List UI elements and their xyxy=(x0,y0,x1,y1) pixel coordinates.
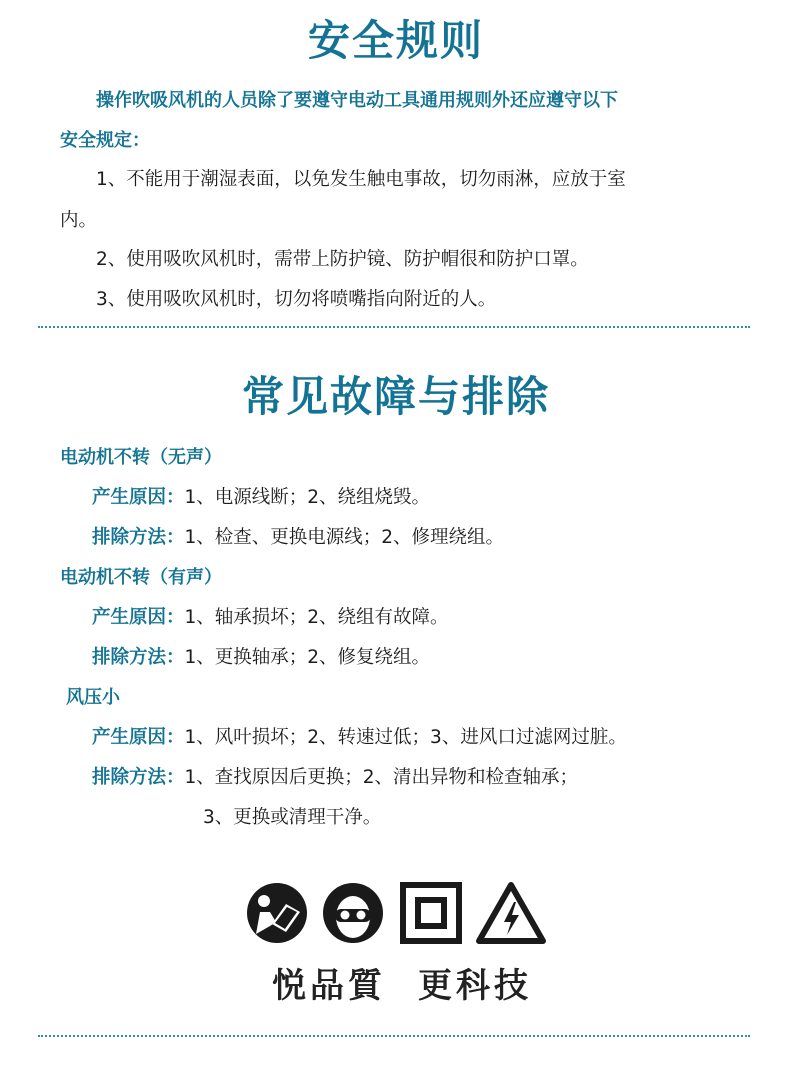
safety-intro-line-2: 安全规定： xyxy=(60,130,150,151)
safety-icons-row xyxy=(246,882,546,946)
slogan-left: 悦品質 xyxy=(272,966,386,1006)
remedy-text: 1、检查、更换电源线；2、修理绕组。 xyxy=(184,527,505,548)
remedy-label: 排除方法： xyxy=(92,527,185,548)
safety-rule-2: 2、使用吸吹风机时，需带上防护镜、防护帽很和防护口罩。 xyxy=(96,249,589,270)
slogan-right: 更科技 xyxy=(418,966,532,1006)
fault-remedy-line xyxy=(92,523,504,549)
fault-remedy-line xyxy=(92,643,430,669)
cause-text: 1、轴承损坏；2、绕组有故障。 xyxy=(184,607,449,628)
fault-remedy-continuation: 3、更换或清理干净。 xyxy=(203,807,382,828)
wear-goggles-icon xyxy=(322,882,384,944)
fault-remedy-line xyxy=(92,763,578,789)
footer-divider xyxy=(38,1035,750,1037)
cause-label: 产生原因： xyxy=(92,487,185,508)
remedy-text: 1、查找原因后更换；2、清出异物和检查轴承； xyxy=(184,767,579,788)
cause-label: 产生原因： xyxy=(92,607,185,628)
fault-cause-line xyxy=(92,603,449,629)
safety-rule-1-cont: 内。 xyxy=(60,210,98,231)
cause-label: 产生原因： xyxy=(92,727,185,748)
double-insulation-icon xyxy=(400,882,462,944)
electric-hazard-icon xyxy=(476,882,546,944)
fault-heading: 风压小 xyxy=(66,687,120,708)
cause-text: 1、风叶损坏；2、转速过低；3、进风口过滤网过脏。 xyxy=(184,727,627,748)
fault-heading: 电动机不转（有声） xyxy=(60,567,222,588)
cause-text: 1、电源线断；2、绕组烧毁。 xyxy=(184,487,431,508)
fault-heading: 电动机不转（无声） xyxy=(60,447,222,468)
fault-cause-line xyxy=(92,723,627,749)
safety-title: 安全规则 xyxy=(307,16,484,65)
safety-intro-line-1: 操作吹吸风机的人员除了要遵守电动工具通用规则外还应遵守以下 xyxy=(96,90,618,111)
fault-cause-line xyxy=(92,483,430,509)
troubleshooting-title: 常见故障与排除 xyxy=(241,372,550,421)
remedy-label: 排除方法： xyxy=(92,647,185,668)
safety-rule-1: 1、不能用于潮湿表面，以免发生触电事故，切勿雨淋，应放于室 xyxy=(96,169,626,190)
section-divider xyxy=(38,326,750,328)
safety-rule-3: 3、使用吸吹风机时，切勿将喷嘴指向附近的人。 xyxy=(96,289,497,310)
remedy-text: 1、更换轴承；2、修复绕组。 xyxy=(184,647,431,668)
read-manual-icon xyxy=(246,882,308,944)
remedy-label: 排除方法： xyxy=(92,767,185,788)
